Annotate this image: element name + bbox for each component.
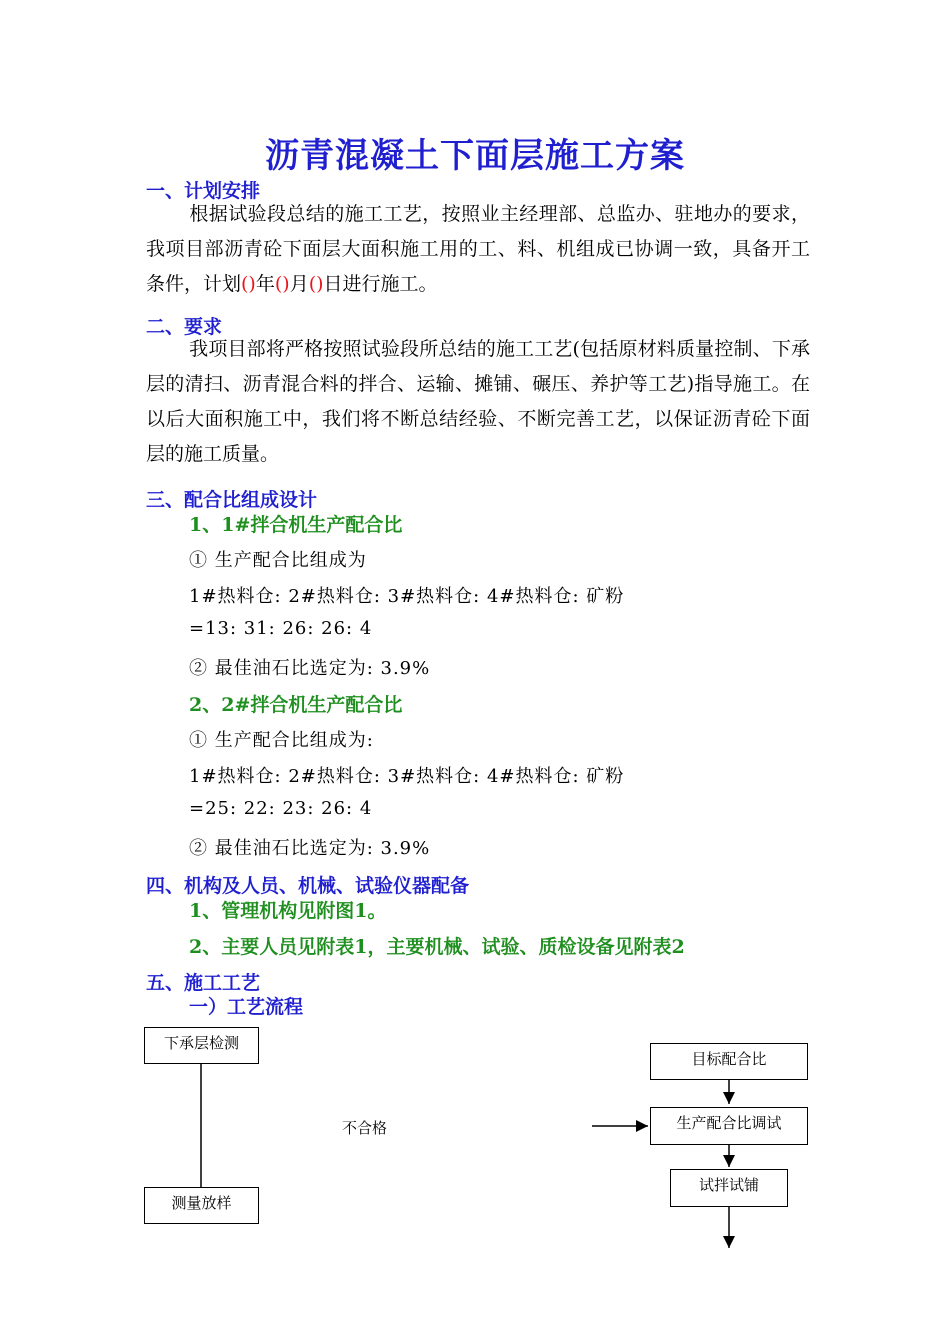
flow-box-trial-mix-paving: 试拌试铺: [670, 1169, 788, 1207]
flow-box-target-mix: 目标配合比: [650, 1043, 808, 1080]
mix-plant2-heading: 2、2#拌合机生产配合比: [189, 694, 403, 716]
flow-label-fail: 不合格: [342, 1119, 388, 1137]
process-flow-heading: 一）工艺流程: [189, 996, 304, 1018]
flow-box-survey-layout: 测量放样: [144, 1187, 259, 1224]
flow-box-production-mix-tuning: 生产配合比调试: [650, 1107, 808, 1145]
mix-plant1-line2: 1#热料仓: 2#热料仓: 3#热料仓: 4#热料仓: 矿粉: [189, 586, 625, 607]
plan-year-unit: 年: [255, 273, 275, 295]
plan-text-b: 日进行施工。: [323, 273, 438, 295]
mix-plant1-oil-ratio: ② 最佳油石比选定为: 3.9%: [189, 658, 431, 679]
section-heading-organization: 四、机构及人员、机械、试验仪器配备: [146, 875, 470, 897]
section-heading-mix-design: 三、配合比组成设计: [146, 489, 318, 511]
plan-text-a: 根据试验段总结的施工工艺，按照业主经理部、总监办、驻地办的要求，我项目部沥青砼下面层大面积施工用的工、料、机组成已协调一致，具备开工条件，计划: [146, 203, 810, 295]
organization-item2: 2、主要人员见附表1，主要机械、试验、质检设备见附表2: [189, 936, 685, 958]
page-title: 沥青混凝土下面层施工方案: [265, 136, 685, 176]
section-heading-requirements: 二、要求: [146, 316, 223, 338]
organization-item1: 1、管理机构见附图1。: [189, 900, 387, 922]
mix-plant2-ratio: =25: 22: 23: 26: 4: [189, 798, 373, 819]
flow-box-subbase-check: 下承层检测: [144, 1027, 259, 1064]
plan-year-mark: (): [241, 273, 256, 295]
mix-plant1-ratio: =13: 31: 26: 26: 4: [189, 618, 373, 639]
mix-plant2-line1: ① 生产配合比组成为:: [189, 730, 374, 751]
plan-month-mark: (): [274, 273, 290, 295]
plan-day-mark: (): [308, 273, 324, 295]
section-heading-plan: 一、计划安排: [146, 180, 261, 202]
requirements-text: 我项目部将严格按照试验段所总结的施工工艺(包括原材料质量控制、下承层的清扫、沥青混合料的拌合、运输、摊铺、碾压、养护等工艺)指导施工。在以后大面积施工中，我们将不断总结经验、不断完善工艺，以保证沥青砼下面层的施工质量。: [146, 338, 810, 465]
mix-plant1-heading: 1、1#拌合机生产配合比: [189, 514, 403, 536]
mix-plant2-line2: 1#热料仓: 2#热料仓: 3#热料仓: 4#热料仓: 矿粉: [189, 766, 625, 787]
plan-month-unit: 月: [289, 273, 309, 295]
mix-plant1-line1: ① 生产配合比组成为: [189, 550, 367, 571]
mix-plant2-oil-ratio: ② 最佳油石比选定为: 3.9%: [189, 838, 431, 859]
section-heading-process: 五、施工工艺: [146, 972, 261, 994]
